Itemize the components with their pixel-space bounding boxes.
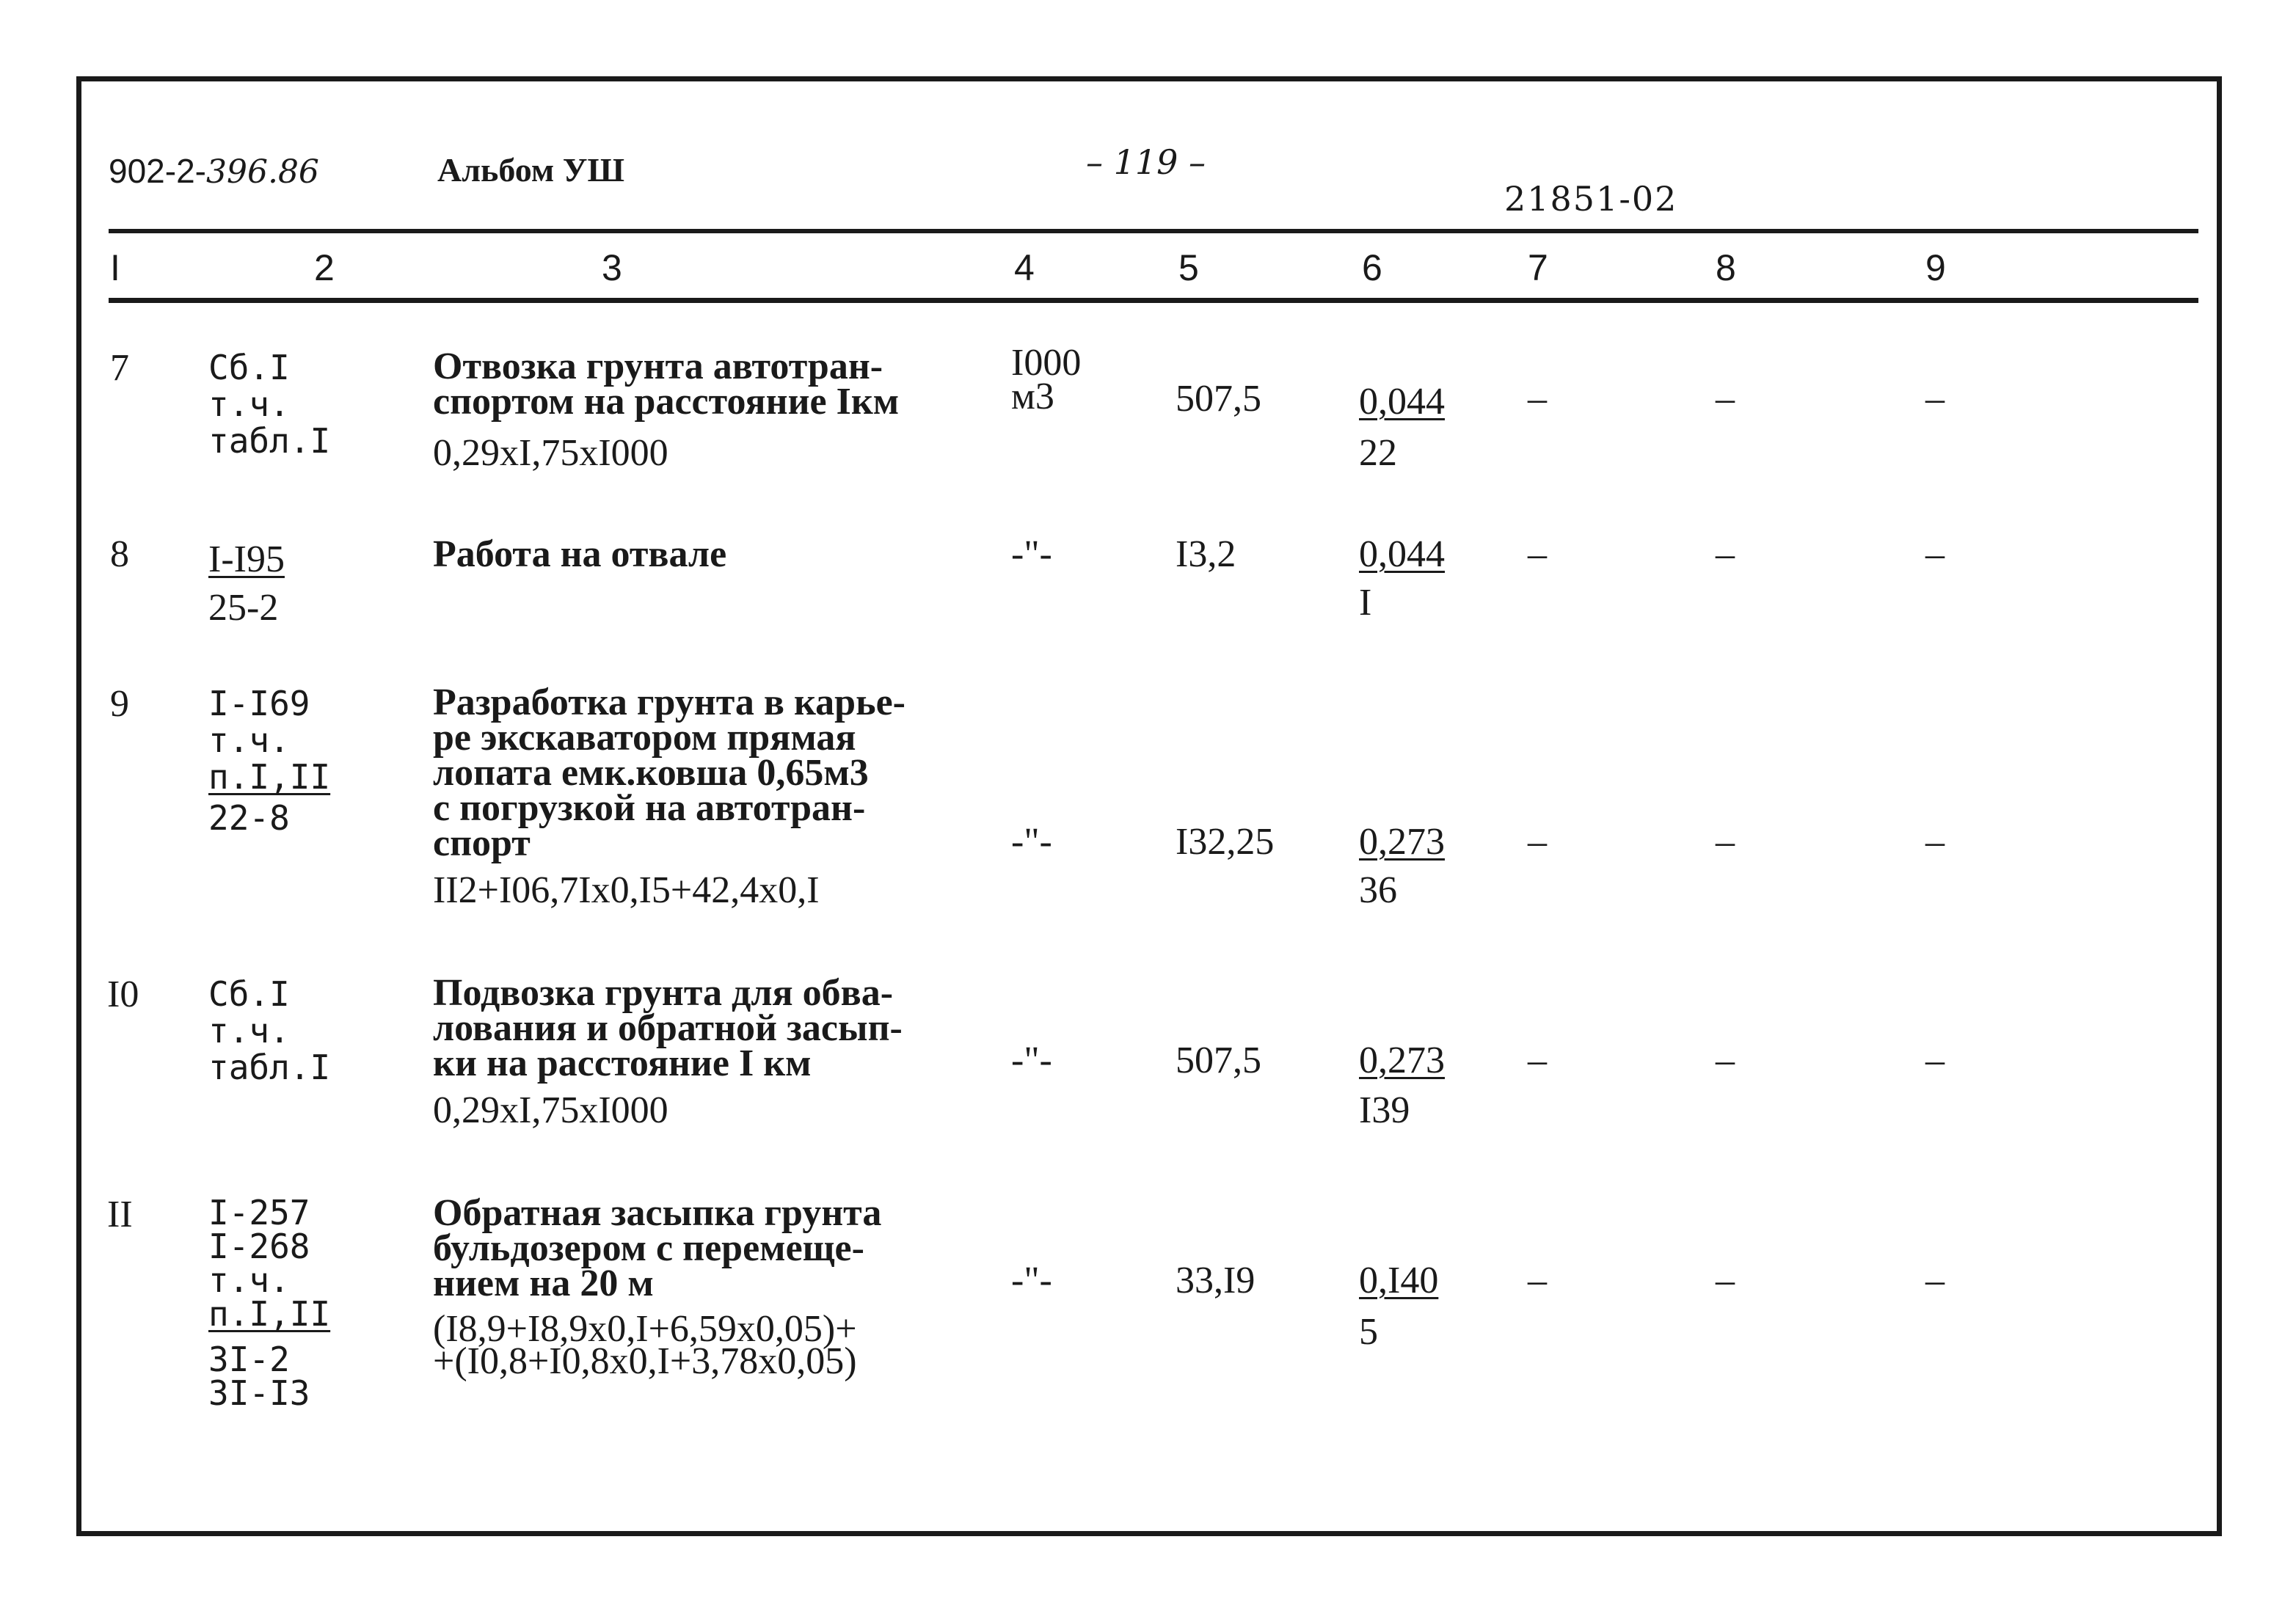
row-col8: –	[1716, 378, 1735, 420]
row-unit: -"-	[1011, 533, 1052, 575]
row-price: 507,5	[1176, 1040, 1261, 1081]
col-header-1: I	[110, 247, 120, 288]
desc-line: бульдозером с перемеще-	[433, 1227, 864, 1269]
desc-line: спорт	[433, 822, 531, 864]
row-unit	[1011, 342, 1082, 417]
row-col9: –	[1925, 1260, 1945, 1301]
row-reference	[208, 349, 330, 459]
row-unit: -"-	[1011, 1040, 1052, 1081]
row-description	[433, 972, 903, 1084]
unit-line: I000	[1011, 342, 1082, 384]
page-frame	[76, 76, 2222, 1536]
row-number: 7	[110, 347, 129, 389]
ref-line: табл.I	[208, 421, 331, 461]
formula-line: (I8,9+I8,9x0,I+6,59x0,05)+	[433, 1308, 857, 1350]
row-number: 8	[110, 533, 129, 575]
formula-line: +(I0,8+I0,8x0,I+3,78x0,05)	[433, 1340, 857, 1382]
ref-line: т.ч.	[208, 1011, 290, 1051]
row-col6-top: 0,044	[1359, 533, 1445, 575]
row-col8: –	[1716, 1040, 1735, 1081]
row-number: 9	[110, 683, 129, 725]
desc-line: ре экскаватором прямая	[433, 717, 856, 759]
row-formula: 0,29xI,75xI000	[433, 1089, 668, 1131]
row-col8: –	[1716, 1260, 1735, 1301]
row-description	[433, 1192, 882, 1304]
row-price: I32,25	[1176, 821, 1275, 863]
col-header-5: 5	[1178, 247, 1199, 288]
desc-line: лования и обратной засып-	[433, 1007, 903, 1049]
header-rule-top	[109, 229, 2198, 233]
row-col6-bottom: 5	[1359, 1311, 1378, 1353]
row-description: Работа на отвале	[433, 533, 727, 575]
row-unit: -"-	[1011, 821, 1052, 863]
doc-code	[109, 151, 319, 191]
row-price: I3,2	[1176, 533, 1236, 575]
row-formula: II2+I06,7Ix0,I5+42,4x0,I	[433, 869, 820, 911]
row-col6-top: 0,I40	[1359, 1260, 1439, 1301]
ref-line: 25-2	[208, 587, 279, 629]
row-reference	[208, 976, 330, 1086]
row-number: I0	[107, 973, 139, 1015]
row-col6-bottom: 36	[1359, 869, 1397, 911]
unit-line: м3	[1011, 376, 1054, 417]
row-col6-top: 0,273	[1359, 1040, 1445, 1081]
desc-line: Обратная засыпка грунта	[433, 1192, 882, 1234]
row-price: 507,5	[1176, 378, 1261, 420]
row-col7: –	[1528, 821, 1547, 863]
row-col7: –	[1528, 1260, 1547, 1301]
row-col6-top: 0,044	[1359, 381, 1445, 423]
desc-line: Отвозка грунта автотран-	[433, 346, 883, 387]
col-header-7: 7	[1528, 247, 1548, 288]
desc-line: лопата емк.ковша 0,65м3	[433, 752, 869, 794]
desc-line: ки на расстояние I км	[433, 1042, 812, 1084]
row-col9: –	[1925, 533, 1945, 575]
col-header-3: 3	[602, 247, 622, 288]
ref-line: п.I,II	[208, 757, 331, 797]
ref-line: т.ч.	[208, 384, 290, 424]
desc-line: Подвозка грунта для обва-	[433, 972, 894, 1014]
row-unit: -"-	[1011, 1260, 1052, 1301]
desc-line: Разработка грунта в карье-	[433, 682, 905, 723]
row-col6-bottom: 22	[1359, 432, 1397, 474]
album-title: Альбом УШ	[437, 151, 624, 189]
row-reference	[208, 685, 330, 836]
doc-code-prefix: 902-2-	[109, 152, 206, 190]
ref-line: Сб.I	[208, 974, 290, 1014]
row-col6-bottom: I	[1359, 582, 1372, 624]
col-header-2: 2	[314, 247, 335, 288]
row-col7: –	[1528, 378, 1547, 420]
ref-line: 3I-I3	[208, 1373, 310, 1413]
row-reference	[208, 1193, 331, 1413]
row-col9: –	[1925, 1040, 1945, 1081]
row-col8: –	[1716, 821, 1735, 863]
row-col9: –	[1925, 378, 1945, 420]
desc-line: нием на 20 м	[433, 1263, 654, 1304]
ref-line: I-268	[208, 1227, 310, 1266]
row-description	[433, 346, 900, 423]
ref-line: 3I-2	[208, 1340, 290, 1379]
ref-line: п.I,II	[208, 1294, 331, 1334]
row-number: II	[107, 1194, 133, 1235]
row-col7: –	[1528, 533, 1547, 575]
row-reference	[208, 536, 285, 632]
row-price: 33,I9	[1176, 1260, 1255, 1301]
ref-line: I-I95	[208, 538, 285, 580]
header-rule-bottom	[109, 298, 2198, 303]
row-formula: 0,29xI,75xI000	[433, 432, 668, 474]
sheet-code: 21851-02	[1504, 179, 1678, 219]
row-description	[433, 682, 905, 864]
col-header-4: 4	[1014, 247, 1035, 288]
ref-line: табл.I	[208, 1048, 331, 1087]
desc-line: спортом на расстояние Iкм	[433, 381, 900, 423]
ref-line: I-257	[208, 1193, 310, 1232]
desc-line: с погрузкой на автотран-	[433, 787, 866, 829]
ref-line: I-I69	[208, 684, 310, 723]
row-col8: –	[1716, 533, 1735, 575]
row-col7: –	[1528, 1040, 1547, 1081]
row-col9: –	[1925, 821, 1945, 863]
page-number: – 119 –	[1086, 142, 1206, 182]
doc-code-handwritten: 396.86	[205, 153, 319, 191]
col-header-9: 9	[1925, 247, 1946, 288]
ref-line: 22-8	[208, 798, 290, 838]
col-header-6: 6	[1362, 247, 1382, 288]
ref-line: т.ч.	[208, 1260, 290, 1300]
col-header-8: 8	[1716, 247, 1736, 288]
row-formula	[433, 1308, 857, 1382]
ref-line: Сб.I	[208, 348, 290, 387]
ref-line: т.ч.	[208, 720, 290, 760]
row-col6-bottom: I39	[1359, 1089, 1410, 1131]
row-col6-top: 0,273	[1359, 821, 1445, 863]
